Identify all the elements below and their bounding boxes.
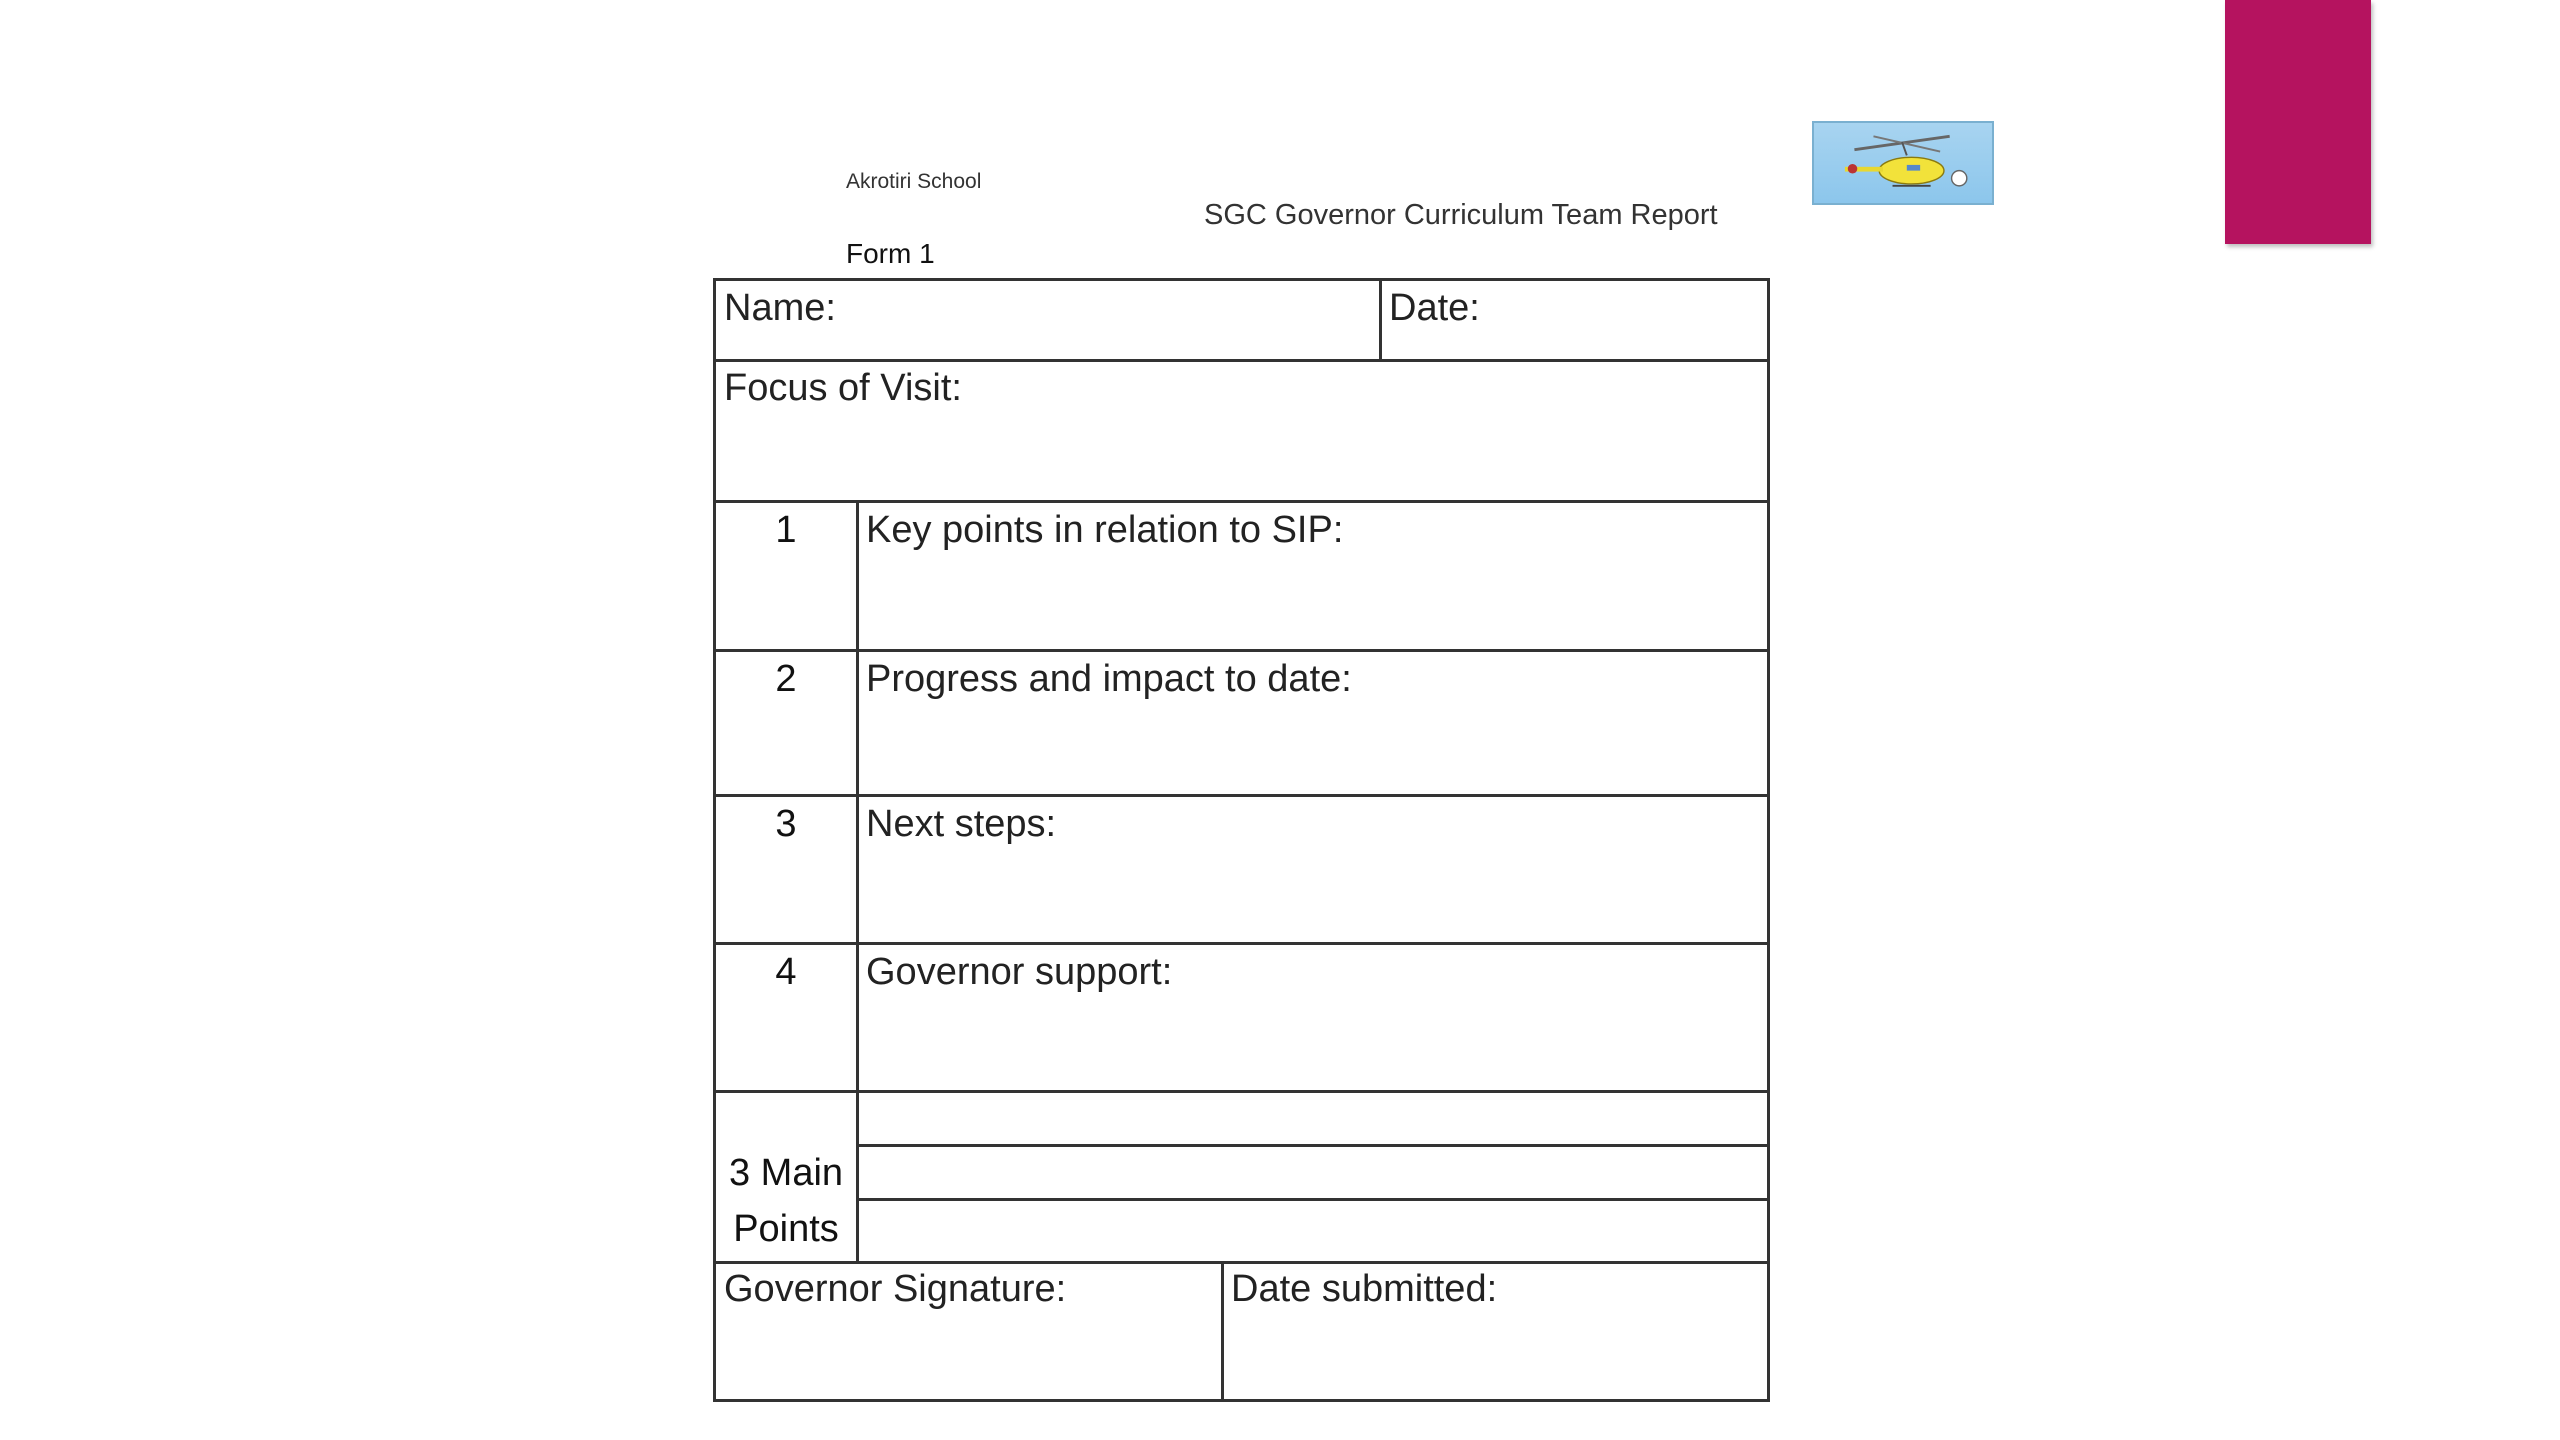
signature-field-label: Governor Signature: xyxy=(724,1268,1067,1310)
report-title: SGC Governor Curriculum Team Report xyxy=(1204,199,1718,231)
focus-field[interactable] xyxy=(716,362,1767,500)
section-label-progress: Progress and impact to date: xyxy=(866,658,1352,700)
signature-field[interactable] xyxy=(716,1264,1221,1399)
helicopter-drawing-icon xyxy=(1814,123,1992,203)
report-form xyxy=(713,278,1770,1402)
form-label: Form 1 xyxy=(846,238,935,269)
accent-bar xyxy=(2225,0,2371,244)
date-field-label: Date: xyxy=(1389,287,1480,329)
section-number: 3 xyxy=(775,803,797,845)
date-submitted-field-label: Date submitted: xyxy=(1231,1268,1498,1310)
name-field[interactable] xyxy=(716,281,1379,359)
school-logo xyxy=(1812,121,1994,205)
next-steps-field[interactable] xyxy=(859,797,1767,942)
governor-support-field[interactable] xyxy=(859,945,1767,1090)
section-label-governor-support: Governor support: xyxy=(866,951,1173,993)
date-field[interactable] xyxy=(1382,281,1767,359)
progress-field[interactable] xyxy=(859,652,1767,794)
section-number: 1 xyxy=(775,509,797,551)
section-label-next-steps: Next steps: xyxy=(866,803,1057,845)
main-points-label: 3 Main Points xyxy=(728,1152,844,1250)
section-number: 2 xyxy=(775,658,797,700)
focus-field-label: Focus of Visit: xyxy=(724,367,962,409)
date-submitted-field[interactable] xyxy=(1224,1264,1767,1399)
section-number: 4 xyxy=(775,951,797,993)
main-point-field[interactable] xyxy=(859,1093,1767,1144)
key-points-field[interactable] xyxy=(859,503,1767,649)
section-label-key-points: Key points in relation to SIP: xyxy=(866,509,1344,551)
school-name: Akrotiri School xyxy=(846,170,982,193)
name-field-label: Name: xyxy=(724,287,836,329)
main-point-field[interactable] xyxy=(859,1147,1767,1198)
main-point-field[interactable] xyxy=(859,1201,1767,1261)
